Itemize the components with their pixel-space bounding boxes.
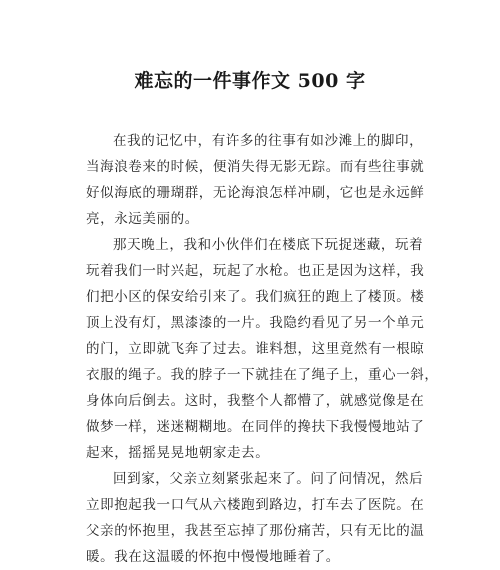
text-line: 父亲的怀抱里，我甚至忘掉了那份痛苦，只有无比的温 [86, 523, 425, 539]
text-line: 衣服的绳子。我的脖子一下就挂在了绳子上，重心一斜， [86, 367, 439, 383]
text-line: 当海浪卷来的时候，便消失得无影无踪。而有些往事就 [86, 159, 425, 175]
text-line: 立即抱起我一口气从六楼跑到路边，打车去了医院。在 [86, 497, 425, 513]
text-line: 的门，立即就飞奔了过去。谁料想，这里竟然有一根晾 [86, 341, 425, 357]
document-title: 难忘的一件事作文 500 字 [134, 70, 366, 92]
text-line: 在我的记忆中，有许多的往事有如沙滩上的脚印， [113, 133, 424, 149]
text-line: 起来，摇摇晃晃地朝家走去。 [86, 445, 270, 461]
text-line: 好似海底的珊瑚群，无论海浪怎样冲刷，它也是永远鲜 [86, 185, 425, 201]
text-line: 们把小区的保安给引来了。我们疯狂的跑上了楼顶。楼 [86, 289, 425, 305]
text-line: 做梦一样，迷迷糊糊地。在同伴的搀扶下我慢慢地站了 [86, 419, 425, 435]
text-line: 暖。我在这温暖的怀抱中慢慢地睡着了。 [86, 549, 340, 565]
document-body [86, 128, 439, 570]
text-line: 那天晚上，我和小伙伴们在楼底下玩捉迷藏，玩着 [113, 237, 424, 253]
text-line: 回到家，父亲立刻紧张起来了。问了问情况，然后 [113, 471, 424, 487]
text-line: 顶上没有灯，黑漆漆的一片。我隐约看见了另一个单元 [86, 315, 425, 331]
text-line: 亮，永远美丽的。 [86, 211, 199, 227]
text-line: 身体向后倒去。这时，我整个人都懵了，就感觉像是在 [86, 393, 425, 409]
text-line: 玩着我们一时兴起，玩起了水枪。也正是因为这样，我 [86, 263, 425, 279]
